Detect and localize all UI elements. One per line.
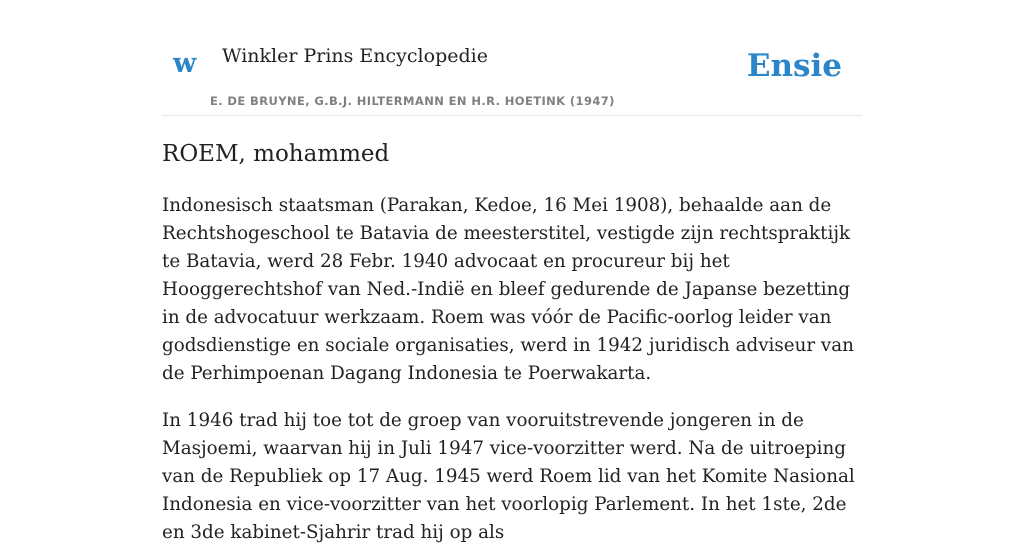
book-title-link[interactable]: Winkler Prins Encyclopedie (222, 45, 488, 67)
article-body (162, 192, 862, 547)
article-title: ROEM, mohammed (162, 141, 390, 167)
header (162, 0, 862, 116)
article-paragraph: Indonesisch staatsman (Parakan, Kedoe, 16 Mei 1908), behaalde aan de Rechtshogeschool te Batavia de meesterstitel, vestigde zijn rechtspraktijk te Batavia, werd 28 Febr. 1940 advocaat en procureur bij het Hooggerechtshof van Ned.-Indië en bleef gedurende de Japanse bezetting in de advocatuur werkzaam. Roem was vóór de Pacific-oorlog leider van godsdienstige en sociale organisaties, werd in 1942 juridisch adviseur van de Perhimpoenan Dagang Indonesia te Poerwakarta. (162, 194, 854, 384)
page (162, 0, 862, 547)
book-authors: E. DE BRUYNE, G.B.J. HILTERMANN EN H.R. HOETINK (1947) (210, 94, 615, 108)
article-paragraph: In 1946 trad hij toe tot de groep van vooruitstrevende jongeren in de Masjoemi, waarvan hij in Juli 1947 vice-voorzitter werd. Na de uitroeping van de Republiek op 17 Aug. 1945 werd Roem lid van het Komite Nasional Indonesia en vice-voorzitter van het voorlopig Parlement. In het 1ste, 2de en 3de kabinet-Sjahrir trad hij op als (162, 409, 855, 543)
ensie-logo-link[interactable]: Ensie (746, 48, 842, 84)
book-logo-icon[interactable]: w (173, 48, 197, 79)
